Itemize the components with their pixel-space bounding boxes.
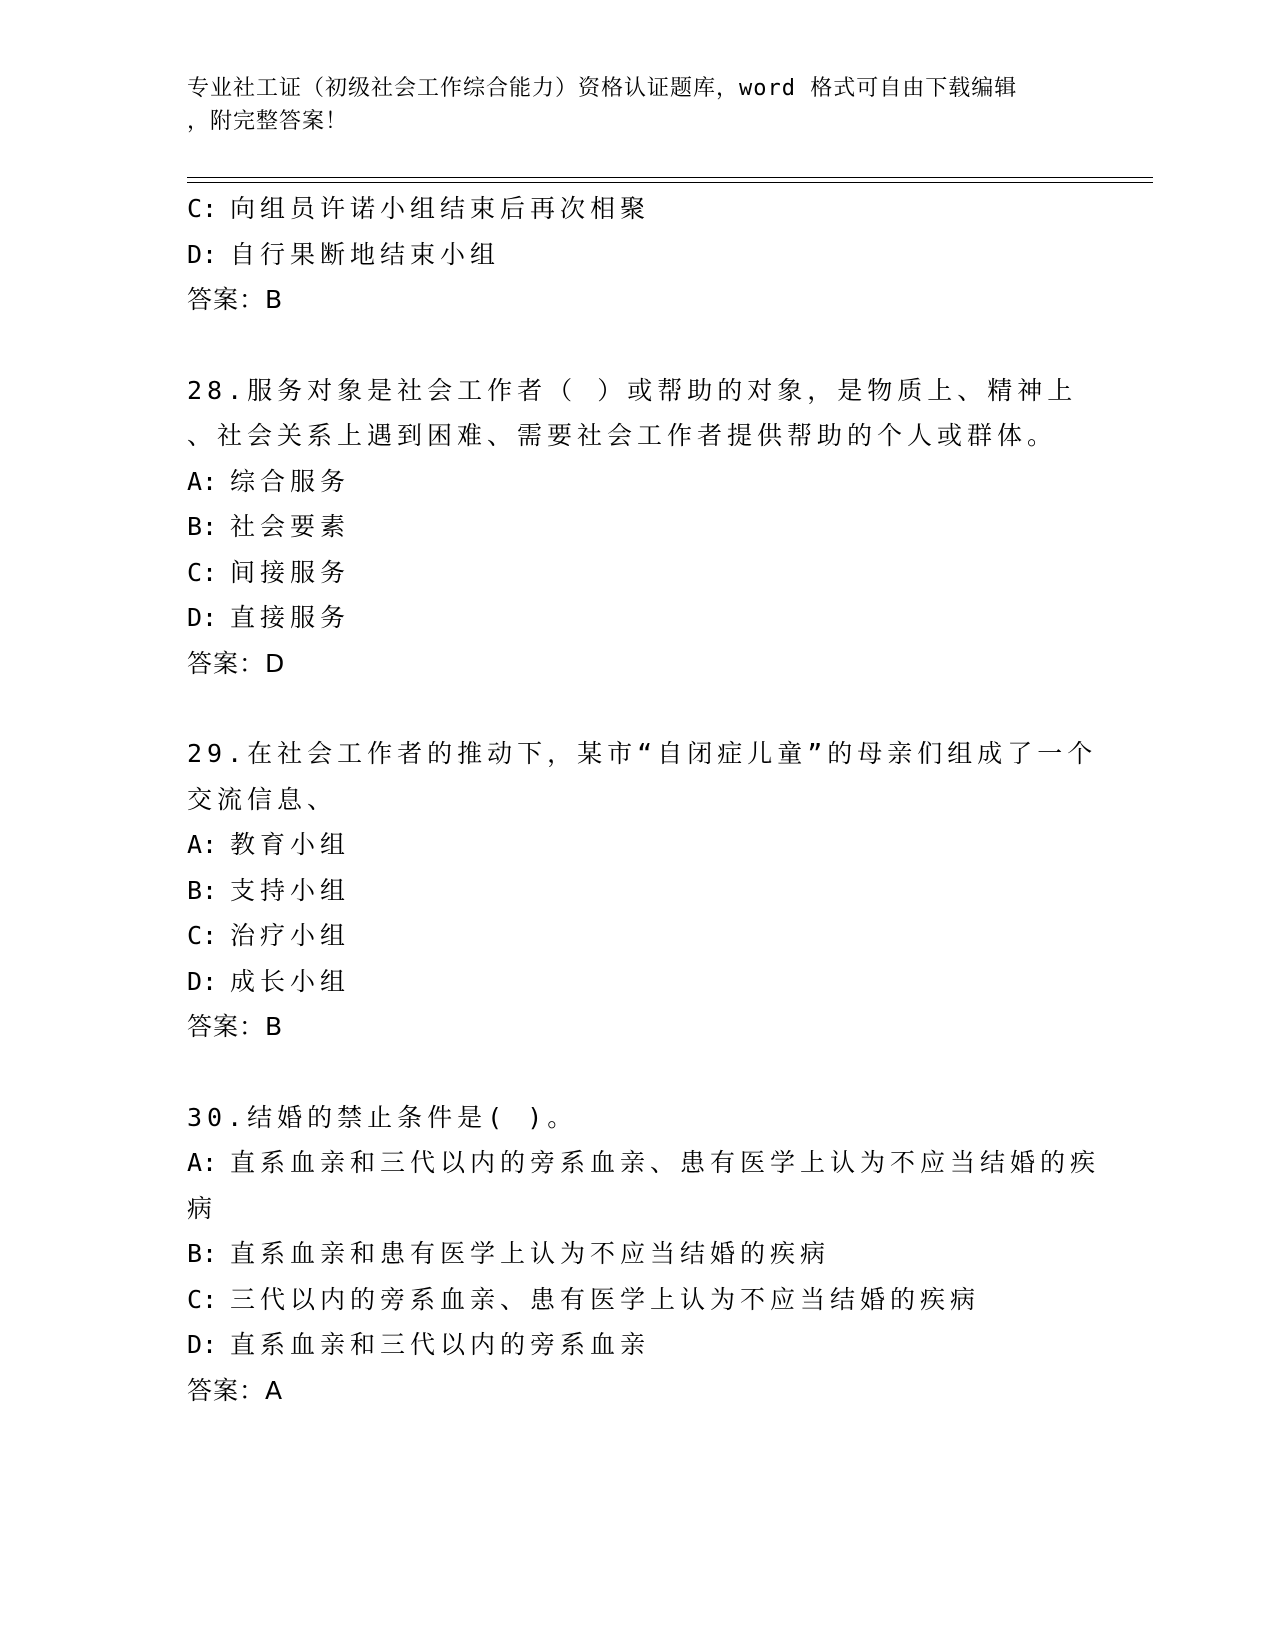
option-letter: C: <box>187 557 218 587</box>
option-letter: B: <box>187 1239 218 1268</box>
question-stem: 29.在社会工作者的推动下，某市“自闭症儿童”的母亲们组成了一个 <box>187 739 1098 768</box>
option-letter: A: <box>187 1148 218 1177</box>
option-letter: D: <box>187 239 218 269</box>
answer-line: 答案：B <box>187 285 284 314</box>
option-text: 直系血亲和患有医学上认为不应当结婚的疾病 <box>230 1239 831 1268</box>
option-letter: A: <box>187 830 218 859</box>
option-letter: D: <box>187 966 218 996</box>
option-d <box>187 1322 1087 1368</box>
option-text: 自行果断地结束小组 <box>230 239 501 269</box>
option-c <box>187 1277 1087 1323</box>
question-list <box>187 186 1101 1413</box>
option-text: 支持小组 <box>230 875 351 905</box>
option-letter: D: <box>187 1330 218 1359</box>
option-text: 直接服务 <box>230 603 351 632</box>
option-letter: C: <box>187 194 218 223</box>
option-text: 直系血亲和三代以内的旁系血亲、患有医学上认为不应当结婚的疾 <box>230 1148 1101 1177</box>
question-stem: 28.服务对象是社会工作者（ ）或帮助的对象，是物质上、精神上 <box>187 375 1078 405</box>
option-letter: B: <box>187 512 218 541</box>
option-b <box>187 1231 1087 1277</box>
option-text: 社会要素 <box>230 512 351 541</box>
option-text: 直系血亲和三代以内的旁系血亲 <box>230 1330 651 1359</box>
option-text: 治疗小组 <box>230 921 351 950</box>
option-letter: D: <box>187 603 218 632</box>
option-text: 成长小组 <box>230 966 351 996</box>
option-a <box>187 822 1087 868</box>
question-stem: 30.结婚的禁止条件是( )。 <box>187 1102 578 1132</box>
header-line-2: ，附完整答案！ <box>187 109 349 134</box>
answer-line: 答案：B <box>187 1012 284 1041</box>
option-letter: C: <box>187 921 218 950</box>
option-text: 综合服务 <box>230 466 351 496</box>
option-text: 间接服务 <box>230 557 351 587</box>
option-d <box>187 959 1087 1005</box>
option-a-continuation: 病 <box>187 1193 218 1223</box>
option-letter: B: <box>187 875 218 905</box>
option-text: 三代以内的旁系血亲、患有医学上认为不应当结婚的疾病 <box>230 1284 981 1314</box>
header-rule-top <box>187 177 1153 178</box>
header-rule-bottom <box>187 182 1153 183</box>
option-a <box>187 459 1087 505</box>
answer-line: 答案：D <box>187 648 286 678</box>
option-text: 教育小组 <box>230 830 351 859</box>
option-c <box>187 186 1087 232</box>
question-stem: 交流信息、 <box>187 784 338 814</box>
option-letter: C: <box>187 1284 218 1314</box>
header-line-1: 专业社工证（初级社会工作综合能力）资格认证题库，word 格式可自由下载编辑 <box>187 76 1018 101</box>
option-d <box>187 595 1087 641</box>
document-header <box>187 72 1087 138</box>
option-text: 向组员许诺小组结束后再次相聚 <box>230 194 651 223</box>
answer-line: 答案：A <box>187 1375 284 1405</box>
option-c <box>187 913 1087 959</box>
option-b <box>187 504 1087 550</box>
option-a <box>187 1140 1101 1186</box>
option-letter: A: <box>187 466 218 496</box>
question-stem: 、社会关系上遇到困难、需要社会工作者提供帮助的个人或群体。 <box>187 421 1058 450</box>
option-d <box>187 232 1087 278</box>
option-c <box>187 550 1087 596</box>
option-b <box>187 868 1087 914</box>
